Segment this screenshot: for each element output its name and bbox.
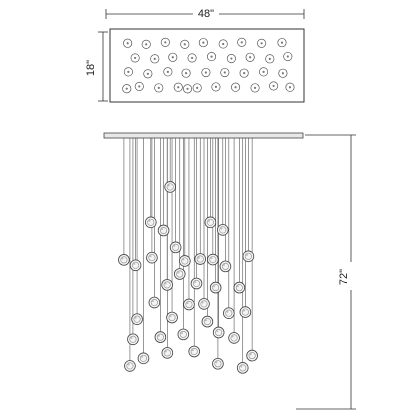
ceiling-opening — [227, 54, 235, 62]
pendant-globe — [207, 254, 218, 265]
pendant-globe — [243, 251, 254, 262]
pendant-globe — [199, 299, 210, 310]
pendant-globe — [213, 358, 224, 369]
pendant-globe — [191, 278, 202, 289]
pendant-globe — [155, 332, 166, 343]
pendant-globe — [165, 182, 176, 193]
ceiling-opening — [183, 85, 191, 93]
pendant-globe — [247, 350, 258, 361]
pendant-globe — [229, 333, 240, 344]
pendant-globe — [119, 254, 130, 265]
ceiling-opening — [164, 68, 172, 76]
pendant-globes — [119, 182, 258, 374]
ceiling-opening — [246, 53, 254, 61]
depth-label: 18" — [85, 59, 97, 77]
ceiling-opening — [169, 53, 177, 61]
pendant-globe — [223, 308, 234, 319]
pendant-globe — [213, 327, 224, 338]
pendant-globe — [217, 225, 228, 236]
ceiling-opening — [124, 68, 132, 76]
pendant-globe — [240, 307, 251, 318]
ceiling-opening — [279, 69, 287, 77]
ceiling-opening — [182, 69, 190, 77]
pendant-globe — [145, 217, 156, 228]
ceiling-opening — [131, 54, 139, 62]
ceiling-opening — [269, 82, 277, 90]
ceiling-opening — [202, 68, 210, 76]
pendant-globe — [189, 346, 200, 357]
drop-label: 72" — [338, 268, 350, 286]
top-view — [85, 6, 304, 102]
pendant-globe — [147, 252, 158, 263]
ceiling-opening — [251, 84, 259, 92]
ceiling-opening — [199, 38, 207, 46]
pendant-globe — [237, 362, 248, 373]
pendant-globe — [162, 347, 173, 358]
ceiling-opening — [181, 40, 189, 48]
ceiling-opening — [284, 52, 292, 60]
ceiling-opening — [286, 83, 294, 91]
ceiling-opening — [123, 84, 131, 92]
pendant-globe — [132, 314, 143, 325]
ceiling-opening — [123, 39, 131, 47]
pendant-globe — [178, 329, 189, 340]
ceiling-opening — [221, 68, 229, 76]
ceiling-opening — [135, 82, 143, 90]
pendant-globe — [202, 316, 213, 327]
elevation-view — [104, 133, 356, 409]
pendant-globe — [167, 312, 178, 323]
ceiling-opening — [240, 69, 248, 77]
ceiling-opening — [193, 84, 201, 92]
pendant-globe — [195, 254, 206, 265]
ceiling-opening — [219, 40, 227, 48]
pendant-globe — [179, 256, 190, 267]
pendant-globe — [149, 297, 160, 308]
pendant-globe — [138, 353, 149, 364]
pendant-globe — [174, 269, 185, 280]
pendant-globe — [210, 282, 221, 293]
ceiling-opening — [142, 40, 150, 48]
ceiling-opening — [188, 54, 196, 62]
pendant-globe — [158, 225, 169, 236]
ceiling-opening — [278, 38, 286, 46]
pendant-globe — [128, 334, 139, 345]
pendant-cables — [124, 138, 252, 363]
ceiling-opening — [174, 83, 182, 91]
width-label: 48" — [197, 8, 215, 20]
ceiling-opening — [212, 83, 220, 91]
ceiling-opening — [151, 55, 159, 63]
pendant-globe — [162, 279, 173, 290]
ceiling-opening — [259, 68, 267, 76]
canopy-bar — [104, 133, 303, 138]
pendant-globe — [170, 242, 181, 253]
ceiling-opening — [238, 38, 246, 46]
ceiling-opening — [155, 84, 163, 92]
pendant-globe — [130, 260, 141, 271]
pendant-globe — [184, 299, 195, 310]
pendant-globe — [125, 361, 136, 372]
ceiling-opening — [144, 70, 152, 78]
pendant-globe — [234, 282, 245, 293]
ceiling-opening — [266, 55, 274, 63]
depth-dimension — [98, 32, 108, 101]
pendant-globe — [220, 261, 231, 272]
ceiling-opening — [231, 83, 239, 91]
ceiling-opening — [161, 38, 169, 46]
pendant-globe — [205, 217, 216, 228]
ceiling-opening — [207, 52, 215, 60]
ceiling-opening — [257, 39, 265, 47]
